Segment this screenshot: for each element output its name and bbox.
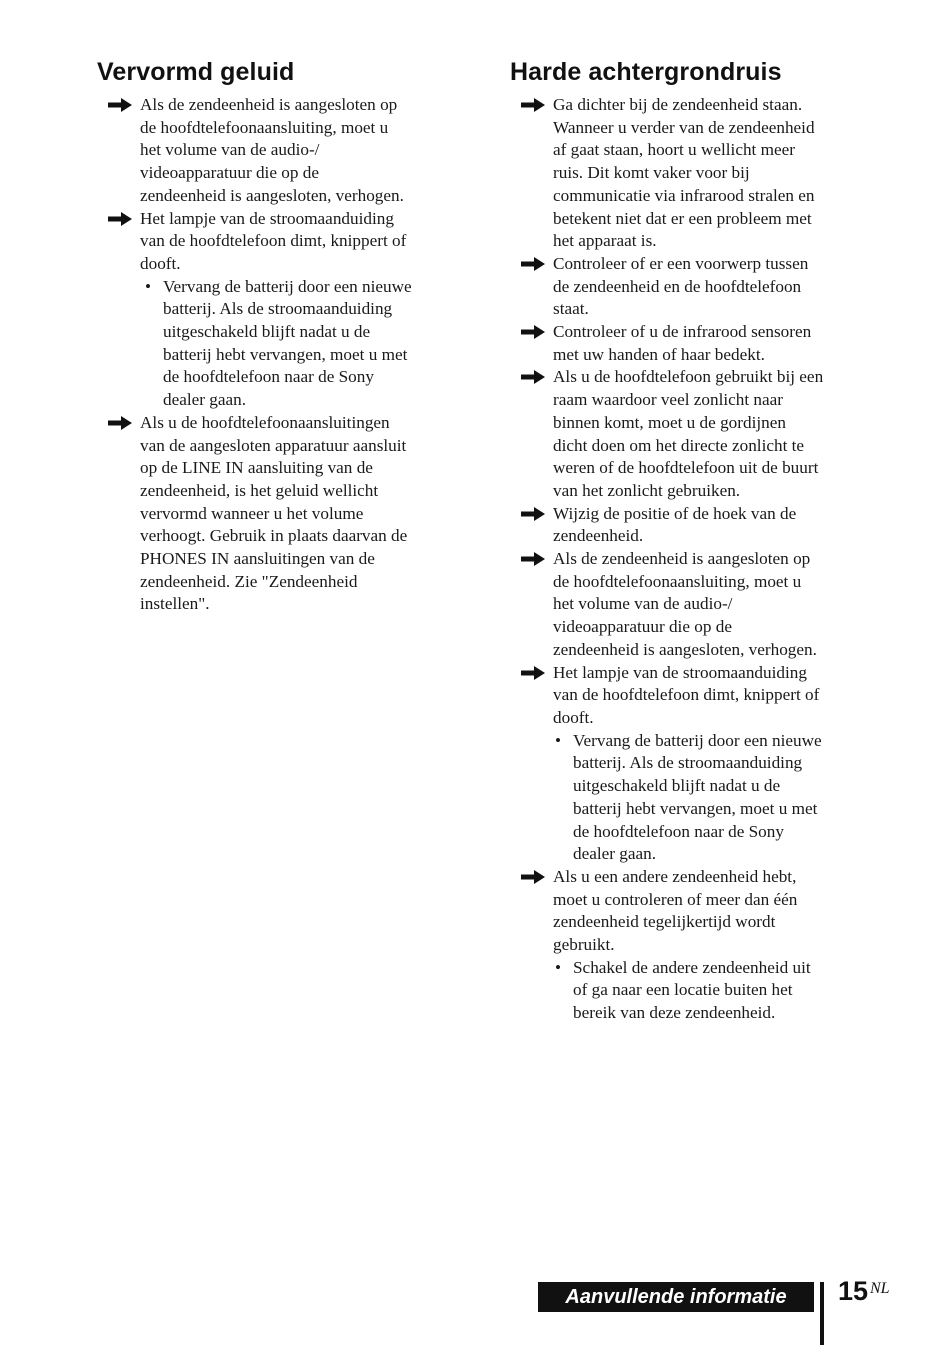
bullet-icon: •: [145, 276, 152, 296]
right-arrow-icon: [108, 416, 132, 430]
footer-divider: [820, 1282, 824, 1345]
right-item-list: [510, 94, 880, 1025]
remedy-bullet: [510, 730, 880, 866]
remedy-text: Als de zendeenheid is aangesloten op de hoofdtelefoonaansluiting, moet u het volume van de audio-/ videoapparatuur die op de zendeenheid is aangesloten, verhogen.: [140, 95, 404, 205]
right-arrow-icon: [521, 666, 545, 680]
page-language-suffix: NL: [870, 1280, 890, 1297]
section-heading-distorted-sound: Vervormd geluid: [97, 58, 295, 86]
remedy-item: [510, 366, 880, 502]
remedy-item: [97, 208, 467, 276]
bullet-icon: •: [555, 957, 562, 977]
remedy-bullet: [510, 957, 880, 1025]
remedy-bullet-text: Schakel de andere zendeenheid uit of ga naar een locatie buiten het bereik van deze zendeenheid.: [573, 957, 811, 1023]
remedy-text: Als u de hoofdtelefoonaansluitingen van de aangesloten apparatuur aansluit op de LINE IN aansluiting van de zendeenheid, is het geluid wellicht vervormd wanneer u het volume verhoogt. Gebruik in plaats daarvan de PHONES IN aansluitingen van de zendeenheid. Zie "Zendeenheid instellen".: [140, 412, 408, 614]
remedy-item: [510, 866, 880, 957]
remedy-bullet-text: Vervang de batterij door een nieuwe batterij. Als de stroomaanduiding uitgeschakeld blijft nadat u de batterij hebt vervangen, moet u met de hoofdtelefoon naar de Sony dealer gaan.: [573, 730, 822, 864]
remedy-bullet-text: Vervang de batterij door een nieuwe batterij. Als de stroomaanduiding uitgeschakeld blijft nadat u de batterij hebt vervangen, moet u met de hoofdtelefoon naar de Sony dealer gaan.: [163, 276, 412, 410]
right-column: [510, 58, 880, 1025]
remedy-item: [510, 662, 880, 730]
remedy-item: [510, 548, 880, 662]
remedy-text: Als u een andere zendeenheid hebt, moet u controleren of meer dan één zendeenheid tegelijkertijd wordt gebruikt.: [553, 866, 798, 955]
remedy-text: Het lampje van de stroomaanduiding van de hoofdtelefoon dimt, knippert of dooft.: [553, 662, 820, 727]
right-arrow-icon: [521, 370, 545, 384]
section-heading-background-noise: Harde achtergrondruis: [510, 58, 782, 86]
bullet-icon: •: [555, 730, 562, 750]
right-arrow-icon: [521, 507, 545, 521]
remedy-bullet: [97, 276, 467, 412]
remedy-item: [97, 412, 467, 616]
footer-section-label: Aanvullende informatie: [538, 1282, 814, 1312]
remedy-text: Het lampje van de stroomaanduiding van de hoofdtelefoon dimt, knippert of dooft.: [140, 208, 407, 273]
left-item-list: [97, 94, 467, 616]
remedy-item: [510, 253, 880, 321]
right-arrow-icon: [521, 325, 545, 339]
remedy-item: [510, 321, 880, 366]
right-arrow-icon: [521, 870, 545, 884]
right-arrow-icon: [108, 98, 132, 112]
remedy-text: Als u de hoofdtelefoon gebruikt bij een raam waardoor veel zonlicht naar binnen komt, moet u de gordijnen dicht doen om het directe zonlicht te weren of de hoofdtelefoon uit de buurt van het zonlicht gebruiken.: [553, 367, 824, 500]
remedy-text: Controleer of er een voorwerp tussen de zendeenheid en de hoofdtelefoon staat.: [553, 253, 809, 319]
right-arrow-icon: [521, 552, 545, 566]
remedy-text: Als de zendeenheid is aangesloten op de hoofdtelefoonaansluiting, moet u het volume van de audio-/ videoapparatuur die op de zendeenheid is aangesloten, verhogen.: [553, 549, 817, 659]
page-number: 15: [838, 1276, 869, 1306]
remedy-text: Wijzig de positie of de hoek van de zendeenheid.: [553, 503, 797, 546]
left-column: [97, 58, 467, 616]
remedy-text: Ga dichter bij de zendeenheid staan. Wanneer u verder van de zendeenheid af gaat staan, hoort u wellicht meer ruis. Dit komt vaker voor bij communicatie via infrarood stralen en betekent niet dat er een probleem met het apparaat is.: [553, 95, 815, 251]
remedy-item: [510, 503, 880, 548]
right-arrow-icon: [108, 212, 132, 226]
right-arrow-icon: [521, 98, 545, 112]
right-arrow-icon: [521, 257, 545, 271]
remedy-item: [97, 94, 467, 208]
remedy-text: Controleer of u de infrarood sensoren met uw handen of haar bedekt.: [553, 322, 812, 364]
remedy-item: [510, 94, 880, 253]
